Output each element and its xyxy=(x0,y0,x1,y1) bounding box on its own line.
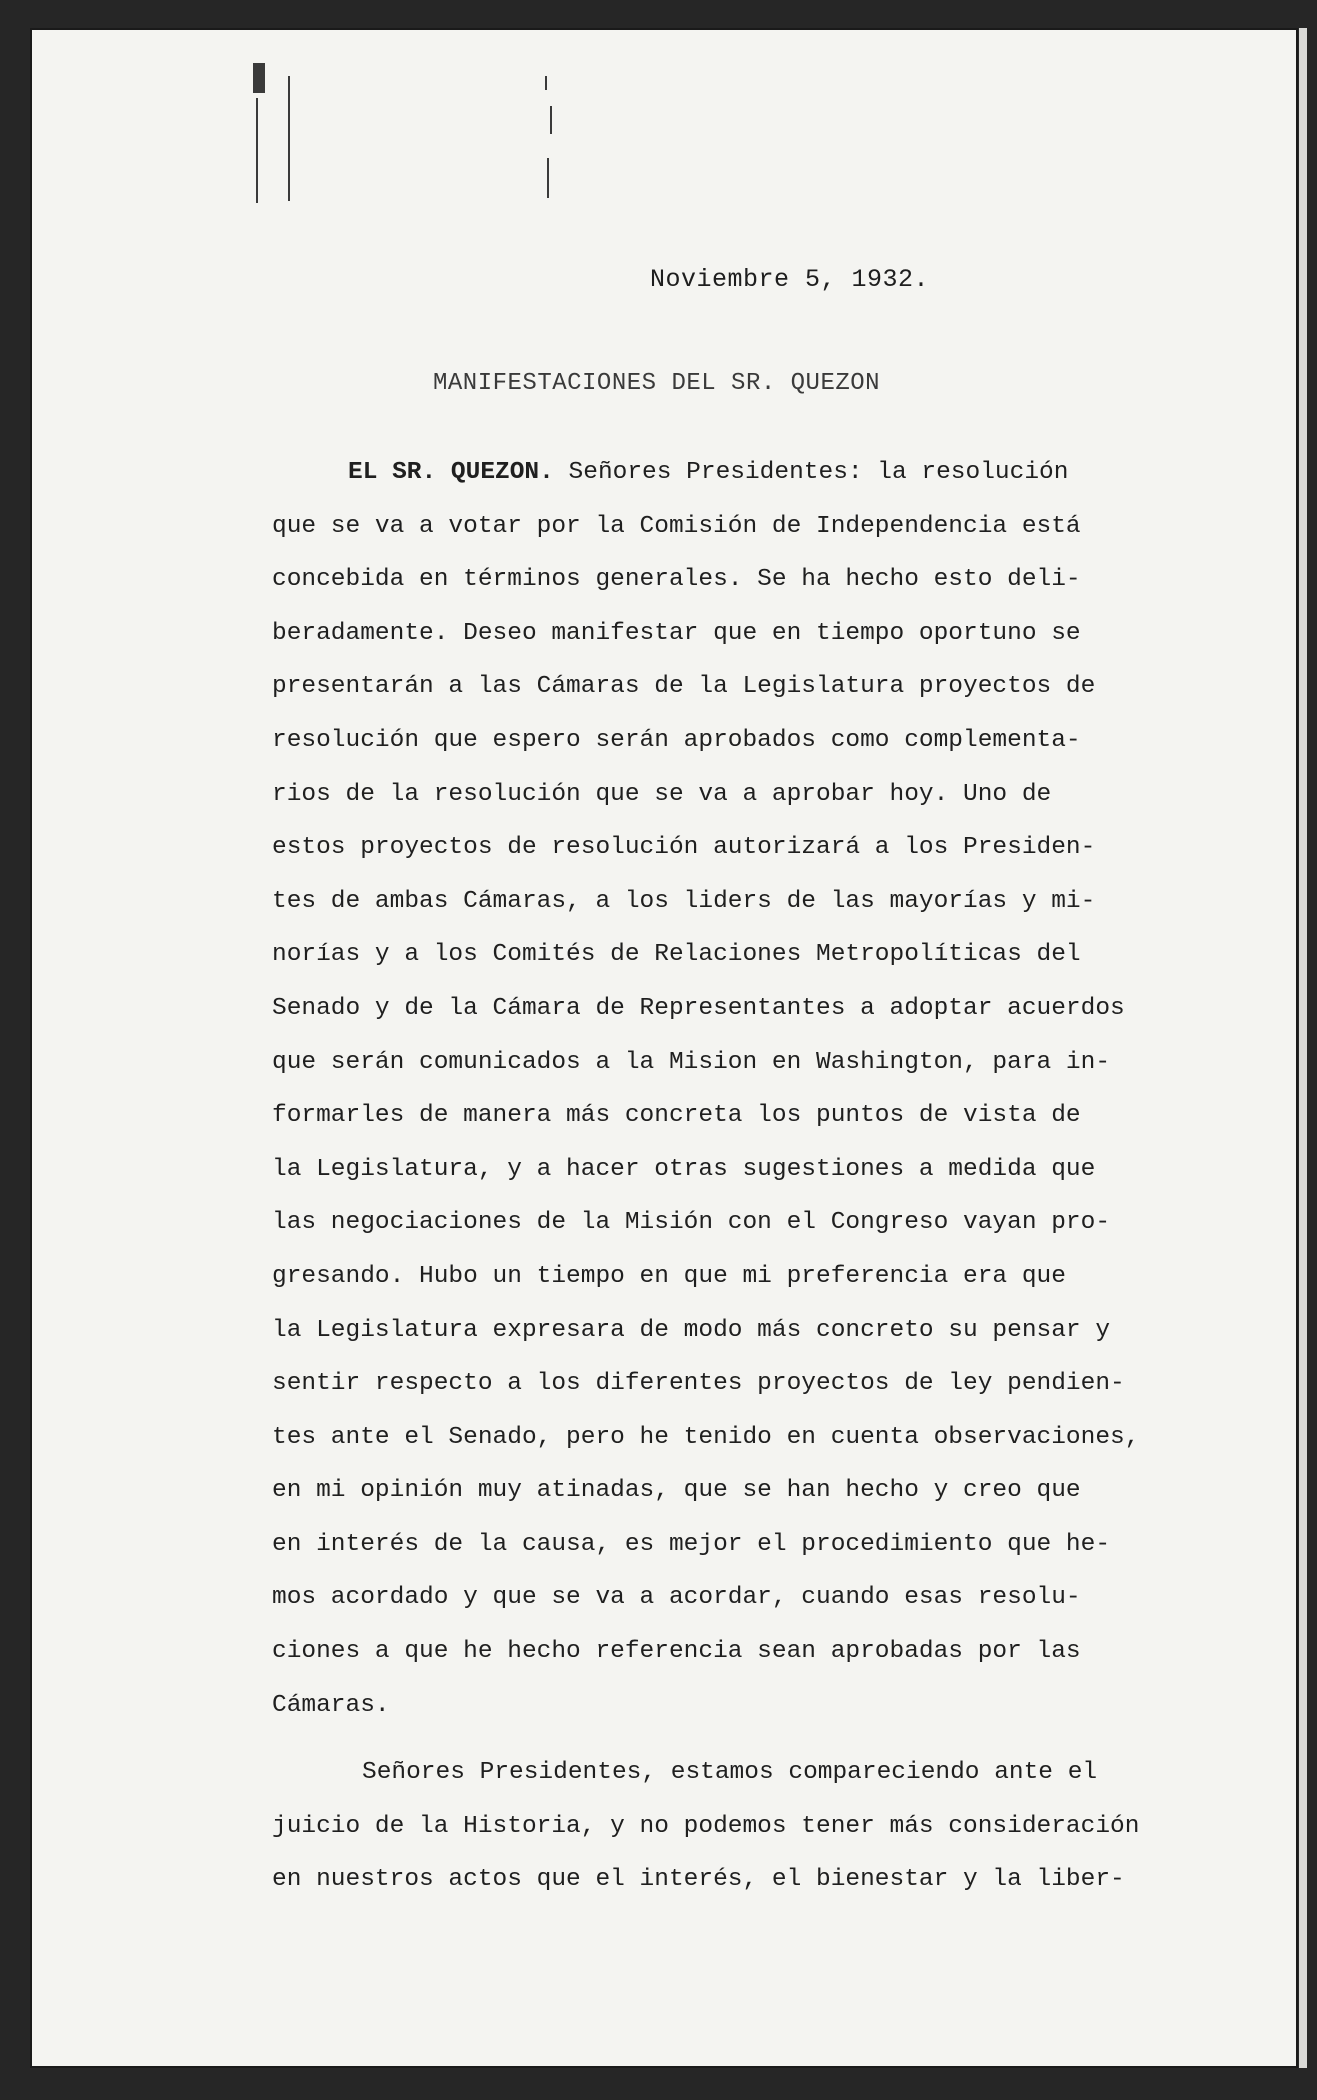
text-line: beradamente. Deseo manifestar que en tiempo oportuno se xyxy=(272,619,1081,647)
text-line: en interés de la causa, es mejor el procedimiento que he- xyxy=(272,1530,1111,1558)
text-line: ciones a que he hecho referencia sean aprobadas por las xyxy=(272,1638,1081,1666)
paragraph-gap xyxy=(272,1732,1212,1746)
text-line: Senado y de la Cámara de Representantes a adoptar acuerdos xyxy=(272,994,1125,1022)
text-line: la Legislatura, y a hacer otras sugestiones a medida que xyxy=(272,1155,1096,1183)
text-line: formarles de manera más concreta los puntos de vista de xyxy=(272,1102,1081,1130)
ink-blot-mark xyxy=(253,63,265,93)
margin-line-mark xyxy=(256,98,258,203)
text-line: concebida en términos generales. Se ha hecho esto deli- xyxy=(272,566,1081,594)
text-line: sentir respecto a los diferentes proyectos de ley pendien- xyxy=(272,1370,1125,1398)
document-body xyxy=(272,446,1212,1907)
text-line: tes de ambas Cámaras, a los liders de las mayorías y mi- xyxy=(272,887,1096,915)
text-line: las negociaciones de la Misión con el Congreso vayan pro- xyxy=(272,1209,1111,1237)
speaker-label: EL SR. QUEZON. xyxy=(348,459,554,486)
text-line: la Legislatura expresara de modo más concreto su pensar y xyxy=(272,1316,1111,1344)
margin-line-mark xyxy=(288,76,290,201)
text-line: que serán comunicados a la Mision en Washington, para in- xyxy=(272,1048,1111,1076)
text-line: gresando. Hubo un tiempo en que mi preferencia era que xyxy=(272,1262,1066,1290)
text-line: en mi opinión muy atinadas, que se han hecho y creo que xyxy=(272,1477,1081,1505)
text-line: que se va a votar por la Comisión de Independencia está xyxy=(272,512,1081,540)
text-line: juicio de la Historia, y no podemos tener más consideración xyxy=(272,1812,1140,1840)
text-line: en nuestros actos que el interés, el bienestar y la liber- xyxy=(272,1866,1125,1894)
margin-tick-mark xyxy=(550,106,552,134)
paper-edge xyxy=(1299,28,1307,2068)
text-line: Señores Presidentes: la resolución xyxy=(568,459,1069,486)
document-heading: MANIFESTACIONES DEL SR. QUEZON xyxy=(433,370,881,397)
text-line: resolución que espero serán aprobados como complementa- xyxy=(272,726,1081,754)
document-date: Noviembre 5, 1932. xyxy=(650,265,930,294)
paragraph-1-first-line xyxy=(272,446,1212,500)
text-line: Cámaras. xyxy=(272,1691,390,1719)
text-line: presentarán a las Cámaras de la Legislatura proyectos de xyxy=(272,673,1096,701)
text-line: rios de la resolución que se va a aprobar hoy. Uno de xyxy=(272,780,1052,808)
text-line: norías y a los Comités de Relaciones Metropolíticas del xyxy=(272,941,1081,969)
text-line: tes ante el Senado, pero he tenido en cuenta observaciones, xyxy=(272,1423,1140,1451)
text-line: mos acordado y que se va a acordar, cuando esas resolu- xyxy=(272,1584,1081,1612)
margin-tick-mark xyxy=(547,158,549,198)
margin-tick-mark xyxy=(545,76,547,90)
text-line: estos proyectos de resolución autorizará a los Presiden- xyxy=(272,834,1096,862)
paragraph-2-first-line: Señores Presidentes, estamos compareciendo ante el xyxy=(362,1759,1098,1787)
